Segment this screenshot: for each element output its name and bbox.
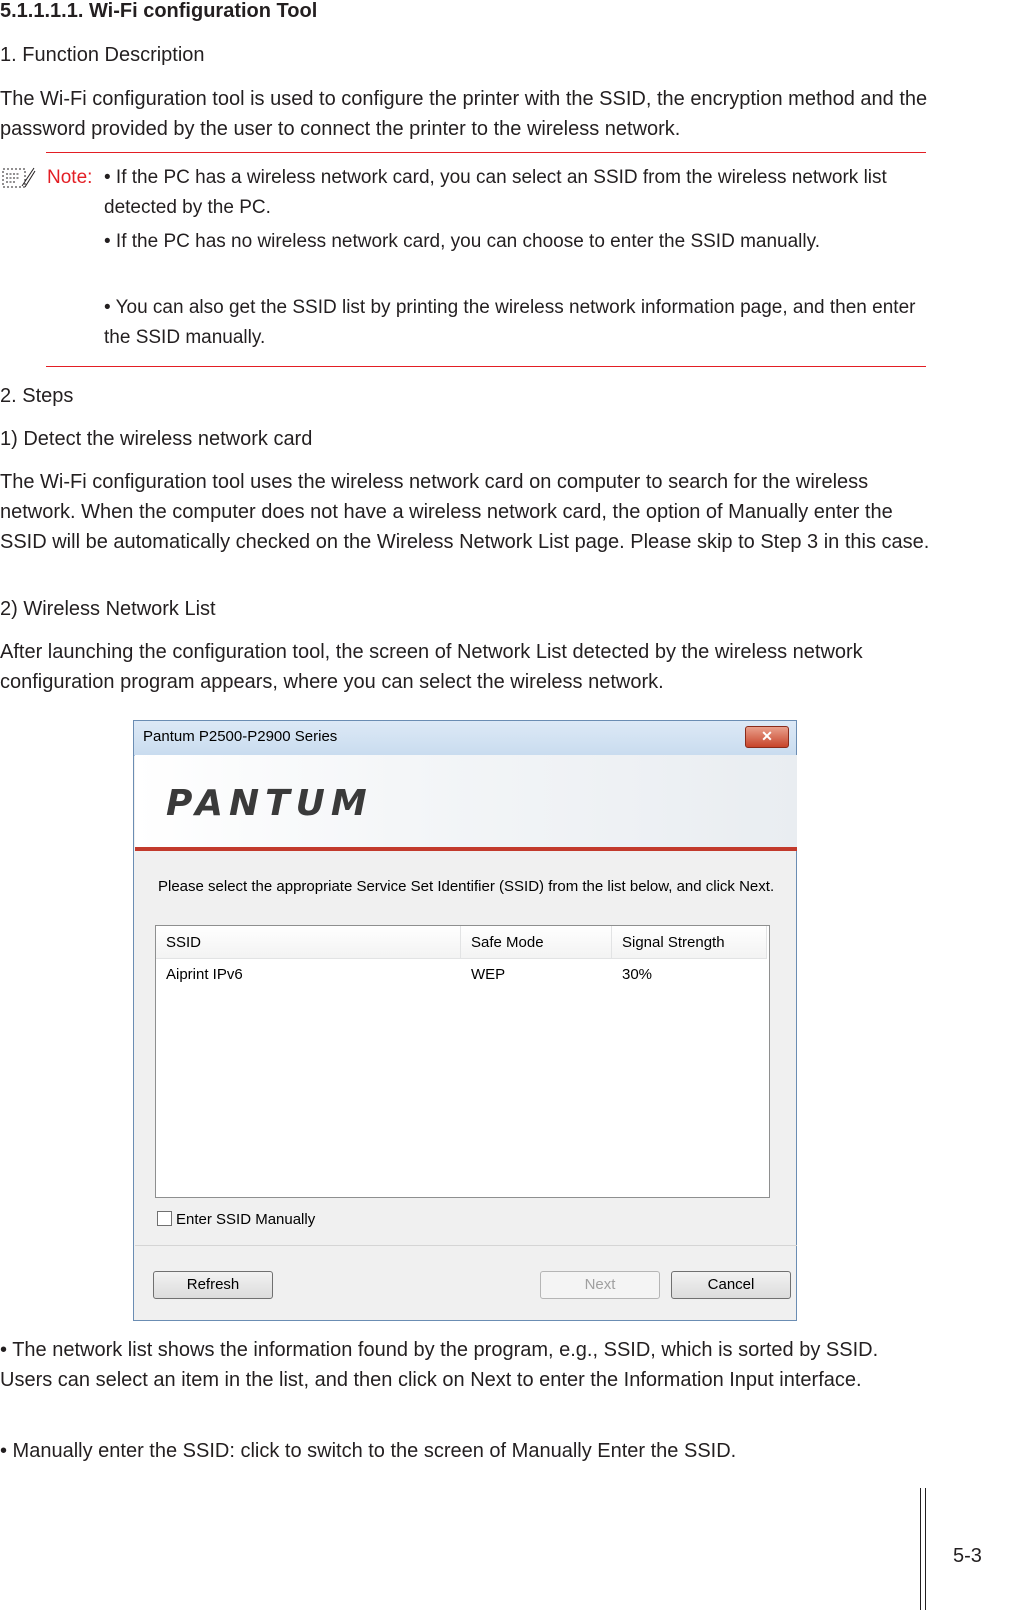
note-item-1: • If the PC has a wireless network card, you can select an SSID from the wireless network list detected by the PC. [104, 167, 887, 218]
bullet-manual-entry: • Manually enter the SSID: click to switch to the screen of Manually Enter the SSID. [0, 1440, 737, 1462]
step1-title: 1) Detect the wireless network card [0, 428, 313, 450]
note-bottom-rule [46, 366, 926, 367]
note-item-3: • You can also get the SSID list by printing the wireless network information page, and then enter the SSID manually. [104, 297, 916, 348]
step2-title: 2) Wireless Network List [0, 598, 216, 620]
dialog-title: Pantum P2500-P2900 Series [143, 728, 338, 745]
row-safe-mode: WEP [471, 966, 506, 983]
note-top-rule [46, 152, 926, 153]
pantum-banner [135, 755, 797, 847]
dialog-title-bar [134, 721, 796, 756]
column-header-signal-strength[interactable]: Signal Strength [612, 926, 767, 959]
button-separator [135, 1245, 797, 1246]
refresh-button[interactable]: Refresh [153, 1271, 273, 1299]
enter-ssid-manually-checkbox[interactable] [157, 1211, 172, 1226]
page-number: 5-3 [953, 1545, 982, 1567]
cancel-button[interactable]: Cancel [671, 1271, 791, 1299]
next-button[interactable]: Next [540, 1271, 660, 1299]
step1-body: The Wi-Fi configuration tool uses the wireless network card on computer to search for the wireless network. When the computer does not have a wireless network card, the option of Manually enter the SSID will be automatically checked on the Wireless Network List page. Please skip to Step 3 in this case. [0, 471, 930, 553]
column-header-safe-mode[interactable]: Safe Mode [461, 926, 612, 959]
function-description-title: 1. Function Description [0, 44, 205, 66]
note-pencil-icon [2, 166, 36, 190]
steps-title: 2. Steps [0, 385, 74, 407]
banner-divider [135, 847, 797, 851]
ssid-list[interactable] [155, 925, 770, 1198]
note-item-2: • If the PC has no wireless network card, you can choose to enter the SSID manually. [104, 231, 820, 252]
note-label: Note: [47, 167, 93, 188]
step2-body: After launching the configuration tool, the screen of Network List detected by the wireless network configuration program appears, where you can select the wireless network. [0, 641, 863, 693]
pantum-logo: PANTUM [166, 783, 373, 824]
section-heading: 5.1.1.1.1. Wi-Fi configuration Tool [0, 0, 318, 22]
column-header-ssid[interactable]: SSID [156, 926, 461, 959]
row-ssid: Aiprint IPv6 [166, 966, 243, 983]
enter-ssid-manually-label: Enter SSID Manually [176, 1211, 316, 1228]
bullet-network-list: • The network list shows the information found by the program, e.g., SSID, which is sorted by SSID. Users can select an item in the list, and then click on Next to enter the Information Input interface. [0, 1339, 879, 1391]
wifi-config-dialog [133, 720, 797, 1321]
close-button[interactable]: ✕ [745, 726, 789, 748]
enter-ssid-manually-option[interactable] [157, 1211, 315, 1228]
dialog-prompt: Please select the appropriate Service Set Identifier (SSID) from the list below, and click Next. [158, 878, 775, 895]
page-number-rule [920, 1488, 926, 1610]
row-signal-strength: 30% [622, 966, 653, 983]
function-description-body: The Wi-Fi configuration tool is used to configure the printer with the SSID, the encryption method and the password provided by the user to connect the printer to the wireless network. [0, 88, 928, 140]
